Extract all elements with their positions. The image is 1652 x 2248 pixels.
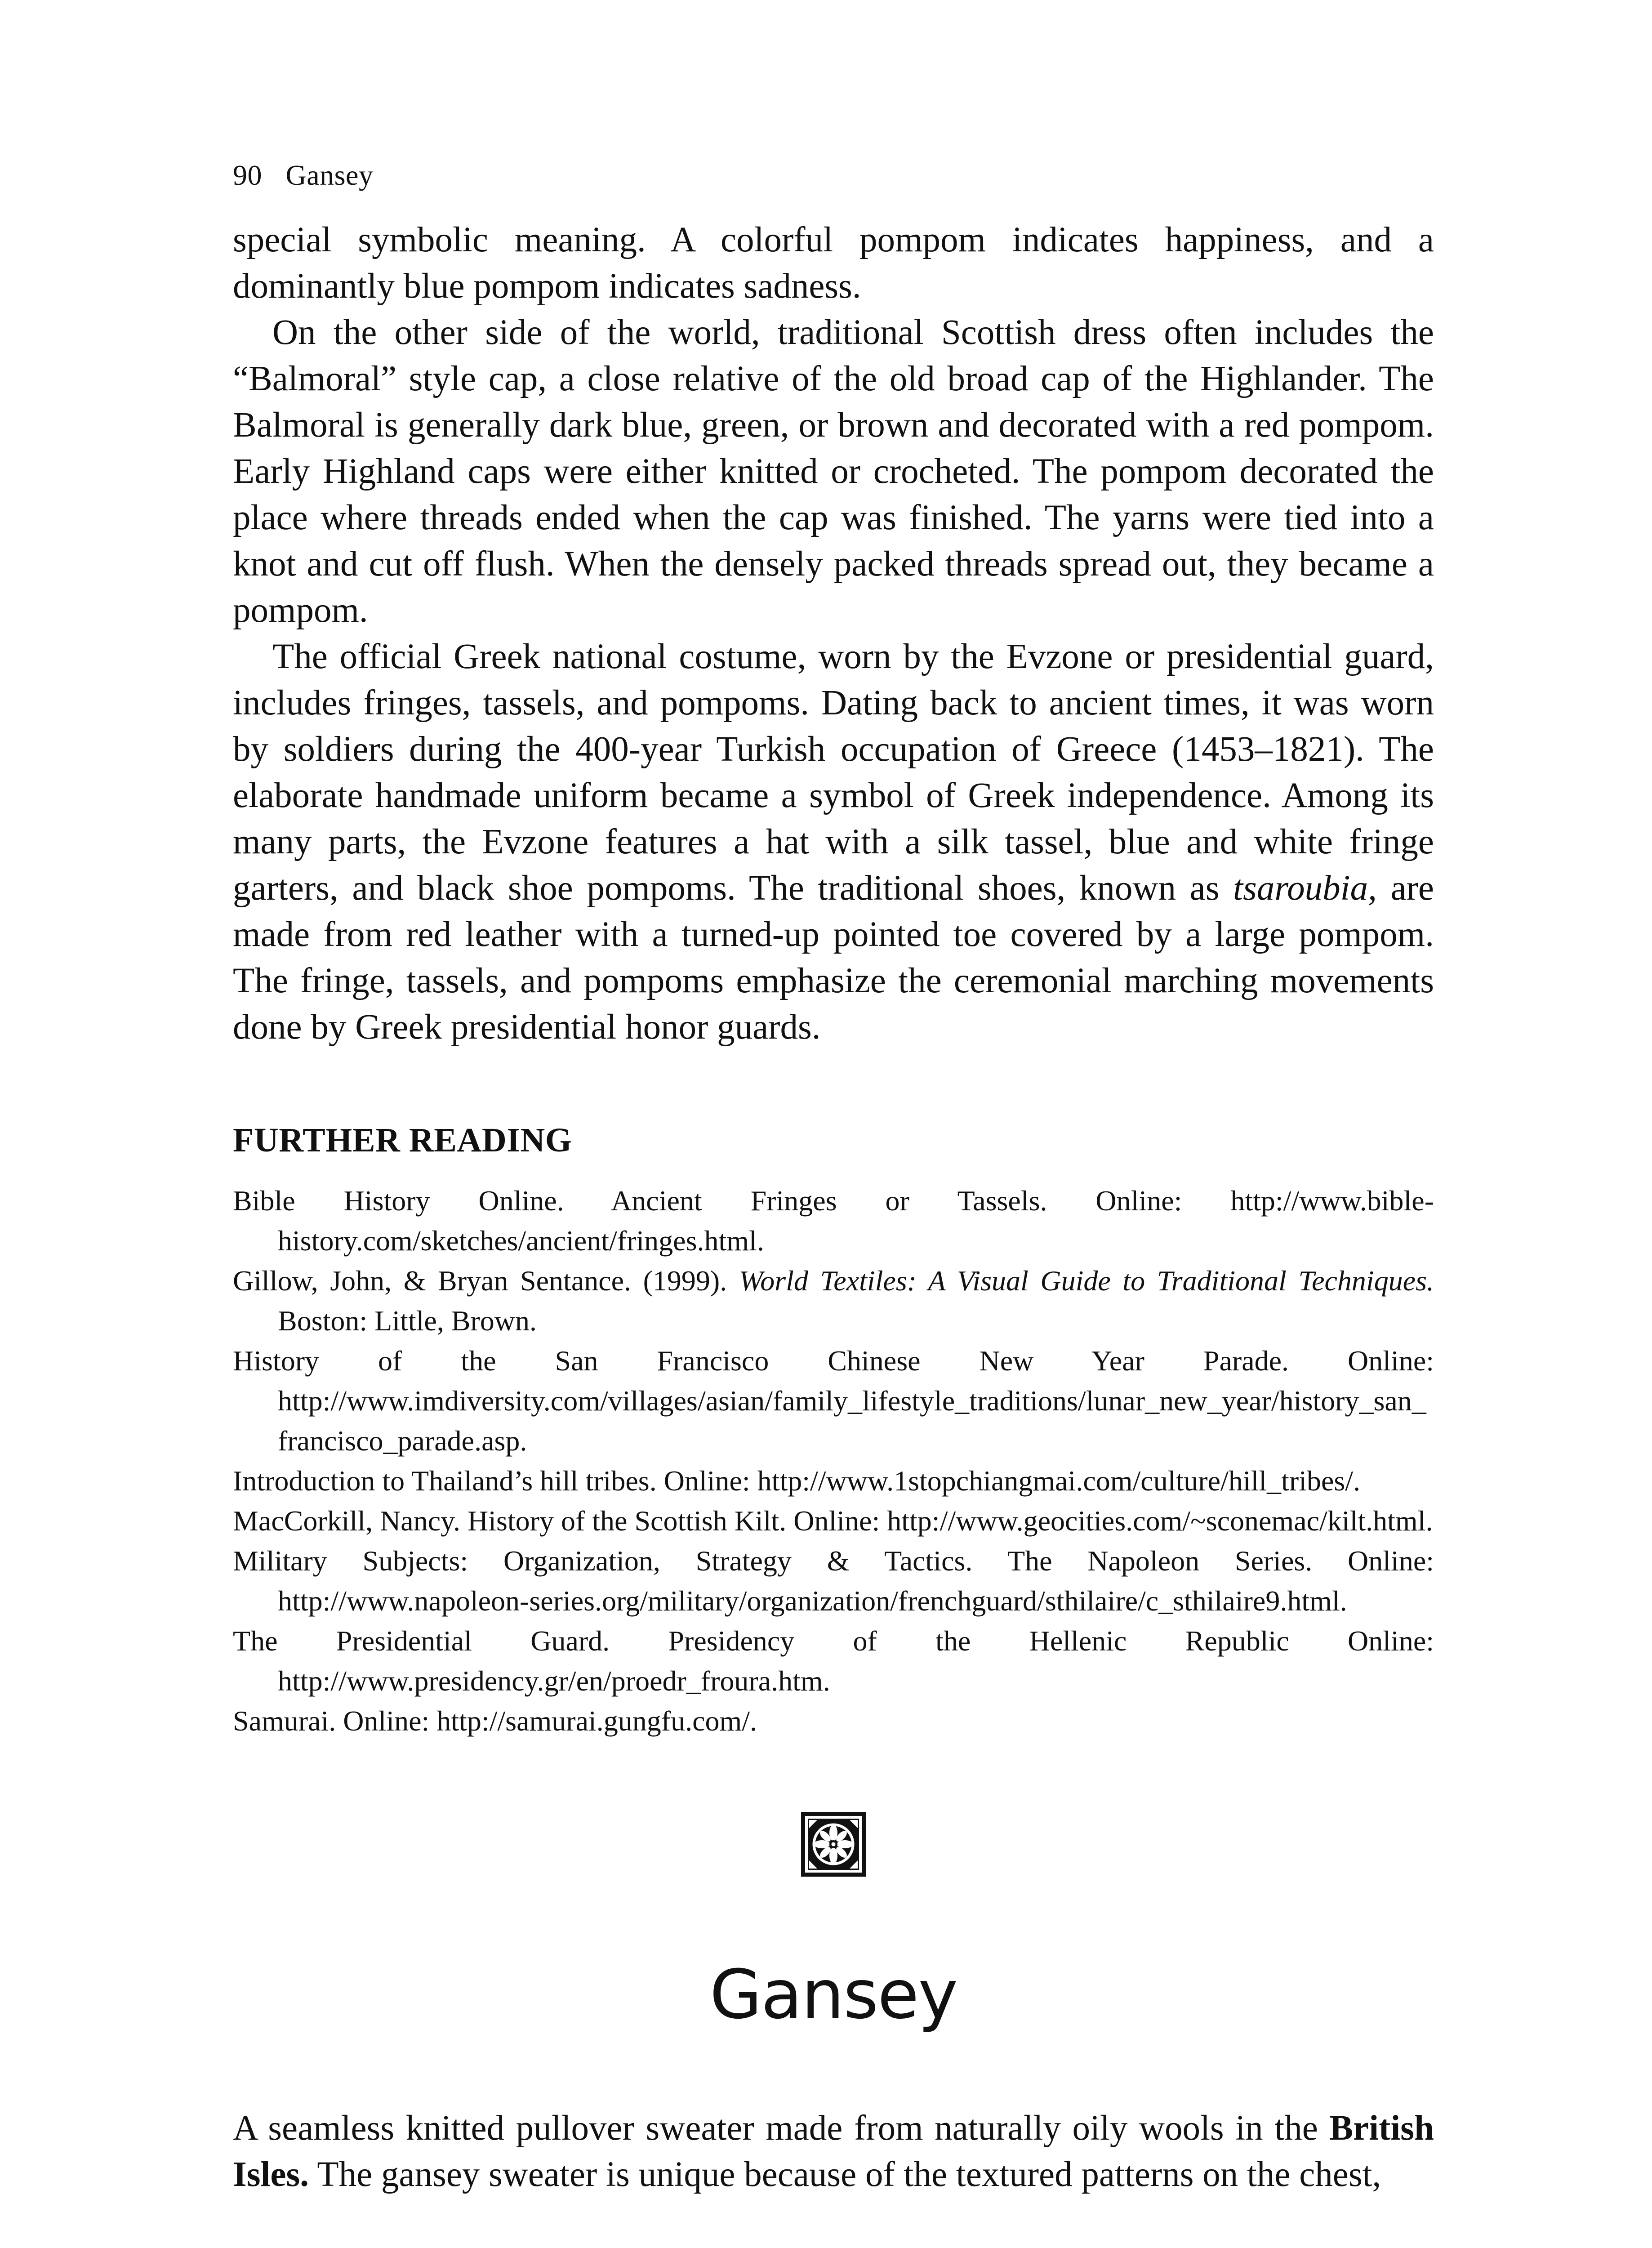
gansey-intro-paragraph: A seamless knitted pullover sweater made from naturally oily wools in the British Isles. The gansey sweater is unique because of the textured patterns on the chest, bbox=[233, 2109, 1434, 2194]
cross-reference-british-isles: British Isles. bbox=[233, 2109, 1434, 2194]
reference-item: Introduction to Thailand’s hill tribes. Online: http://www.1stopchiangmai.com/culture/hill_tribes/. bbox=[233, 1465, 1361, 1497]
paragraph-continued: special symbolic meaning. A colorful pompom indicates happiness, and a dominantly blue pompom indicates sadness. bbox=[233, 220, 1434, 306]
page-number: 90 bbox=[233, 159, 262, 191]
celtic-knot-ornament-icon bbox=[800, 1811, 867, 1878]
gansey-entry-body bbox=[233, 2105, 1434, 2198]
further-reading-heading: FURTHER READING bbox=[233, 1121, 572, 1159]
reference-item: Bible History Online. Ancient Fringes or Tassels. Online: http://www.bible-history.com/sketches/ancient/fringes.html. bbox=[233, 1185, 1434, 1257]
reference-item: The Presidential Guard. Presidency of the Hellenic Republic Online: http://www.presidency.gr/en/proedr_froura.htm. bbox=[233, 1625, 1434, 1697]
running-head-title: Gansey bbox=[285, 159, 374, 191]
reference-item: Gillow, John, & Bryan Sentance. (1999). World Textiles: A Visual Guide to Traditional Techniques. Boston: Little, Brown. bbox=[233, 1265, 1434, 1337]
paragraph-scottish-balmoral: On the other side of the world, traditional Scottish dress often includes the “Balmoral” style cap, a close relative of the old broad cap of the Highlander. The Balmoral is generally dark blue, green, or brown and decorated with a red pompom. Early Highland caps were either knitted or crocheted. The pompom decorated the place where threads ended when the cap was finished. The yarns were tied into a knot and cut off flush. When the densely packed threads spread out, they became a pompom. bbox=[233, 313, 1434, 630]
paragraph-greek-evzone: The official Greek national costume, worn by the Evzone or presidential guard, includes fringes, tassels, and pompoms. Dating back to ancient times, it was worn by soldiers during the 400-year Turkish occupation of Greece (1453–1821). The elaborate handmade uniform became a symbol of Greek independence. Among its many parts, the Evzone features a hat with a silk tassel, blue and white fringe garters, and black shoe pompoms. The traditional shoes, known as tsaroubia, are made from red leather with a turned-up pointed toe covered by a large pompom. The fringe, tassels, and pompoms emphasize the ceremonial marching movements done by Greek presidential honor guards. bbox=[233, 637, 1434, 1047]
further-reading-list bbox=[233, 1181, 1434, 1741]
section-divider bbox=[233, 1811, 1434, 1878]
reference-item: Military Subjects: Organization, Strategy & Tactics. The Napoleon Series. Online: http://www.napoleon-series.org/military/organization/frenchguard/sthilaire/c_sthilaire9.html. bbox=[233, 1545, 1434, 1617]
reference-book-title: World Textiles: A Visual Guide to Traditional Techniques. bbox=[739, 1265, 1434, 1297]
reference-item: MacCorkill, Nancy. History of the Scottish Kilt. Online: http://www.geocities.com/~sconemac/kilt.html. bbox=[233, 1505, 1433, 1537]
running-head bbox=[233, 157, 1434, 193]
italic-term-tsaroubia: tsaroubia, bbox=[1233, 869, 1377, 908]
book-page bbox=[233, 157, 1434, 2198]
reference-item: History of the San Francisco Chinese New Year Parade. Online: http://www.imdiversity.com/villages/asian/family_lifestyle_traditions/lunar_new_year/history_san_francisco_parade.asp. bbox=[233, 1345, 1434, 1457]
previous-entry-body bbox=[233, 217, 1434, 1050]
entry-title: Gansey bbox=[709, 1956, 957, 2034]
reference-item: Samurai. Online: http://samurai.gungfu.com/. bbox=[233, 1705, 757, 1737]
